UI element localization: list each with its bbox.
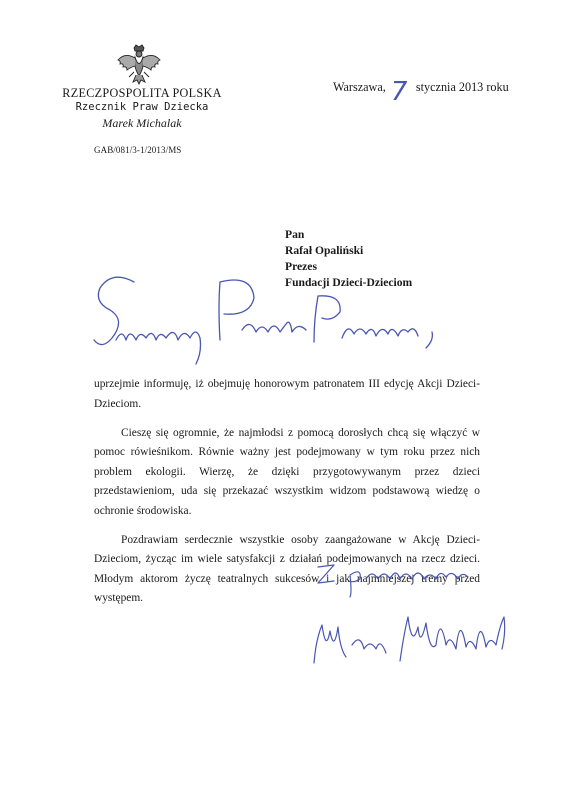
institution-country: RZECZPOSPOLITA POLSKA [62, 86, 222, 100]
handwritten-closing-and-signature [300, 553, 520, 683]
paragraph-1: uprzejmie informuję, iż obejmuję honorowym patronatem III edycję Akcji Dzieci-Dzieciom. [94, 378, 480, 410]
addressee-line-2: Rafał Opaliński [285, 244, 364, 257]
addressee-line-3: Prezes [285, 260, 317, 273]
handwritten-day: 7 [390, 77, 408, 107]
paragraph-3: Pozdrawiam serdecznie wszystkie osoby zaangażowane w Akcję Dzieci-Dzieciom, życząc im wiele satysfakcji z działań podejmowanych na rzecz dzieci. Młodym aktorom życzę teatralnych sukcesów i jak najmniejszej tremy przed występem. [94, 533, 480, 604]
paragraph-2: Cieszę się ogromnie, że najmłodsi z pomocą dorosłych chcą się włączyć w pomoc rówieśnikom. Równie ważny jest podejmowany w tym roku przez nich problem ekologii. Wierzę, że dzięki przygotowywanym przez dzieci przedstawieniom, uda się przekazać wszystkim widzom podstawową wiedzę o ochronie środowiska. [94, 426, 480, 517]
institution-office: Rzecznik Praw Dziecka [75, 101, 209, 113]
addressee-line-1: Pan [285, 228, 305, 241]
dateline-month-year: stycznia 2013 roku [415, 80, 509, 94]
institution-person: Marek Michalak [102, 116, 182, 130]
dateline-place: Warszawa, [333, 80, 386, 94]
reference-number: GAB/081/3-1/2013/MS [94, 145, 182, 155]
polish-eagle-emblem-icon [115, 44, 163, 88]
addressee-line-4: Fundacji Dzieci-Dzieciom [285, 276, 413, 289]
dateline [333, 77, 509, 107]
handwritten-salutation [92, 268, 442, 378]
